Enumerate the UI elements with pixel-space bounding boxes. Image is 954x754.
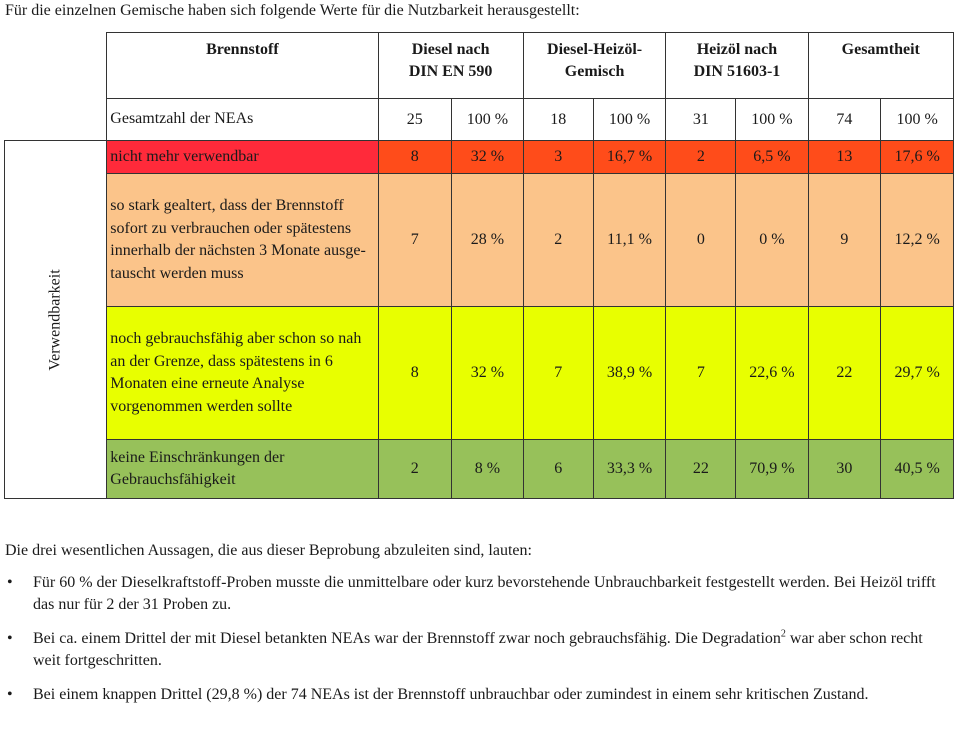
header-diesel: Diesel nach DIN EN 590 [378,33,523,99]
cell: 13 [808,141,881,174]
list-item [5,628,940,672]
bullet-text: Für 60 % der Dieselkraftstoff-Proben musste die unmittelbare oder kurz bevorstehende Unbrauchbarkeit festgestellt werden. Bei Heizöl trifft das nur für 2 der 31 Proben zu. [33,574,936,613]
cell: 6 [523,440,593,499]
summary-intro: Die drei wesentlichen Aussagen, die aus dieser Beprobung abzuleiten sind, lauten: [5,542,532,559]
header-heizoel: Heizöl nach DIN 51603-1 [666,33,808,99]
cell: 8 [378,307,452,440]
header-total: Gesamtheit [808,33,954,99]
cell: 33,3 % [593,440,666,499]
cell: 22 [808,307,881,440]
cell: 17,6 % [881,141,954,174]
row-unusable [5,141,954,174]
cell: 30 [808,440,881,499]
row-label: keine Einschränkungen der Gebrauchsfähigkeit [107,440,378,499]
row-aged [5,174,954,307]
bullet-icon: • [7,686,13,703]
vertical-label-cell [5,141,107,499]
cell: 9 [808,174,881,307]
total-cell: 18 [523,99,593,141]
cell: 7 [523,307,593,440]
cell: 32 % [452,307,524,440]
cell: 70,9 % [736,440,808,499]
total-cell: 100 % [736,99,808,141]
header-mix: Diesel-Heizöl- Gemisch [523,33,666,99]
cell: 0 % [736,174,808,307]
total-cell: 100 % [452,99,524,141]
cell: 0 [666,174,736,307]
cell: 8 [378,141,452,174]
bullet-text: Bei ca. einem Drittel der mit Diesel betankten NEAs war der Brennstoff zwar noch gebrauchsfähig. Die Degradation [33,630,781,647]
header-row [5,33,954,99]
row-borderline [5,307,954,440]
row-unrestricted [5,440,954,499]
cell: 32 % [452,141,524,174]
summary-list [5,572,940,718]
usability-table [4,32,954,499]
cell: 22,6 % [736,307,808,440]
cell: 29,7 % [881,307,954,440]
cell: 28 % [452,174,524,307]
cell: 40,5 % [881,440,954,499]
cell: 2 [666,141,736,174]
total-row [5,99,954,141]
row-label: so stark gealtert, dass der Brennstoff sofort zu verbrauchen oder spätestens innerhalb der nächsten 3 Monate ausgetauscht werden muss [107,174,378,307]
cell: 7 [666,307,736,440]
cell: 12,2 % [881,174,954,307]
cell: 16,7 % [593,141,666,174]
cell: 2 [378,440,452,499]
total-cell: 25 [378,99,452,141]
bullet-icon: • [7,630,13,647]
row-label: noch gebrauchsfähig aber schon so nah an der Grenze, dass spätestens in 6 Monaten eine erneute Analyse vorgenommen werden sollte [107,307,378,440]
cell: 11,1 % [593,174,666,307]
row-label: nicht mehr verwendbar [107,141,378,174]
total-cell: 74 [808,99,881,141]
cell: 8 % [452,440,524,499]
total-label: Gesamtzahl der NEAs [107,99,378,141]
header-fuel: Brennstoff [107,33,378,99]
list-item [5,684,940,706]
cell: 7 [378,174,452,307]
bullet-text: Bei einem knappen Drittel (29,8 %) der 74 NEAs ist der Brennstoff unbrauchbar oder zumindest in einem sehr kritischen Zustand. [33,686,869,703]
cell: 3 [523,141,593,174]
total-cell: 31 [666,99,736,141]
total-cell: 100 % [593,99,666,141]
cell: 6,5 % [736,141,808,174]
cell: 2 [523,174,593,307]
bullet-text-after: war aber schon recht weit fortgeschritten. [33,630,923,669]
list-item [5,572,940,616]
bullet-icon: • [7,574,13,591]
total-cell: 100 % [881,99,954,141]
footnote-ref[interactable]: 2 [780,628,786,640]
intro-text: Für die einzelnen Gemische haben sich folgende Werte für die Nutzbarkeit herausgestellt: [5,2,580,19]
cell: 38,9 % [593,307,666,440]
vertical-label: Verwendbarkeit [46,268,64,371]
cell: 22 [666,440,736,499]
